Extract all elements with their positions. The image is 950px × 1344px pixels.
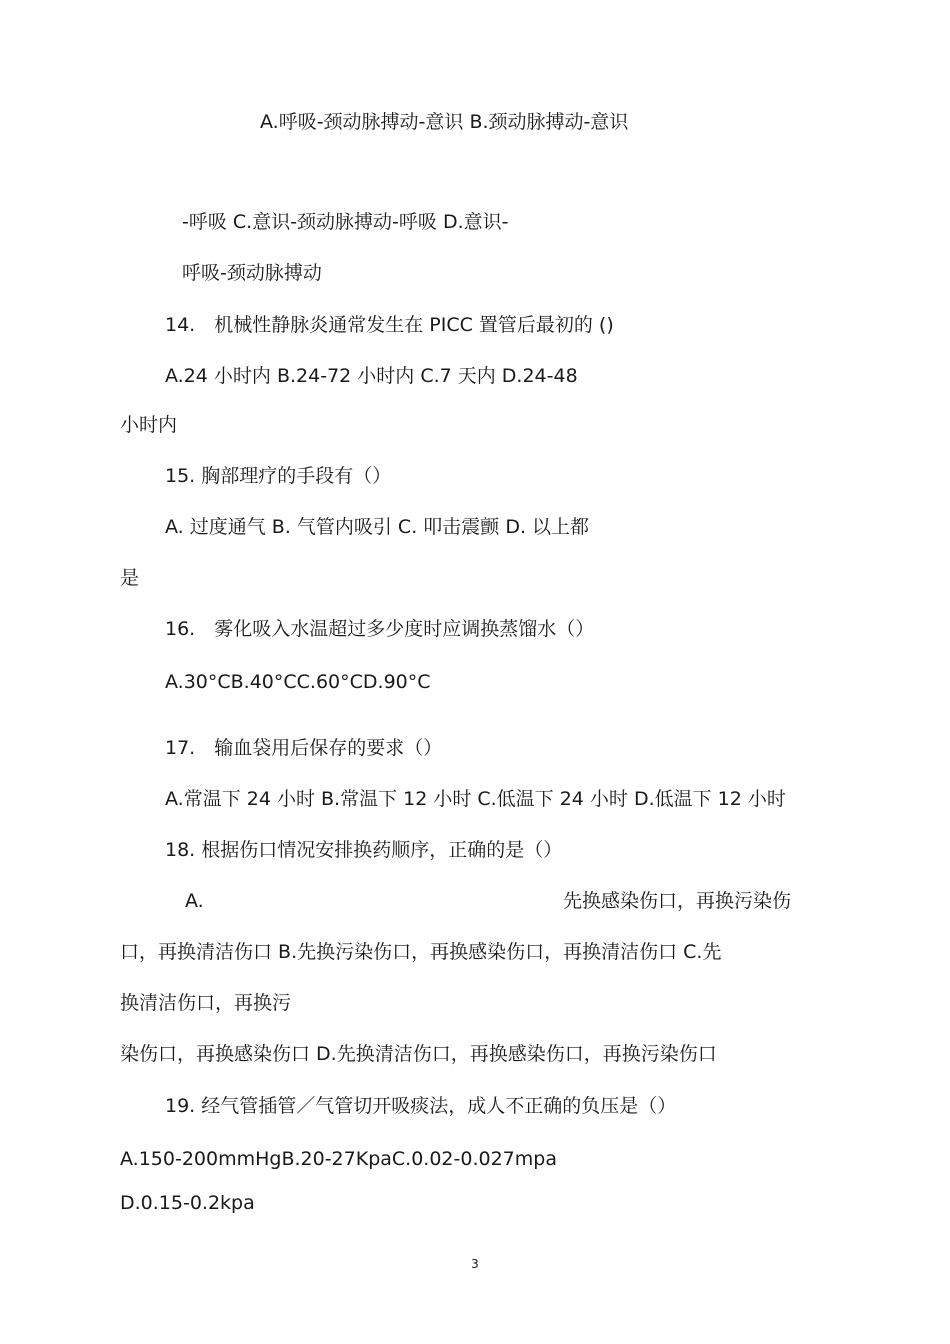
question-16: 16. 雾化吸入水温超过多少度时应调换蒸馏水（） <box>165 618 595 640</box>
text-line: 呼吸-颈动脉搏动 <box>182 262 322 284</box>
text-line: -呼吸 C.意识-颈动脉搏动-呼吸 D.意识- <box>182 211 509 233</box>
question-19: 19. 经气管插管／气管切开吸痰法，成人不正确的负压是（） <box>165 1095 677 1117</box>
text-line: 口，再换清洁伤口 B.先换污染伤口，再换感染伤口，再换清洁伤口 C.先 <box>120 941 722 963</box>
text-line: 小时内 <box>120 414 178 436</box>
text-line: D.0.15-0.2kpa <box>120 1192 255 1214</box>
page-number: 3 <box>471 1257 479 1271</box>
options-16: A.30°CB.40°CC.60°CD.90°C <box>165 671 431 693</box>
text-line: 换清洁伤口，再换污 <box>120 992 292 1014</box>
options-17: A.常温下 24 小时 B.常温下 12 小时 C.低温下 24 小时 D.低温下 12 小时 <box>165 788 786 810</box>
question-18: 18. 根据伤口情况安排换药顺序，正确的是（） <box>165 839 563 861</box>
question-14: 14. 机械性静脉炎通常发生在 PICC 置管后最初的 () <box>165 314 614 336</box>
text-line: 是 <box>120 567 140 589</box>
question-15: 15. 胸部理疗的手段有（） <box>165 465 392 487</box>
text-line: 染伤口，再换感染伤口 D.先换清洁伤口，再换感染伤口，再换污染伤口 <box>120 1043 717 1065</box>
options-14: A.24 小时内 B.24-72 小时内 C.7 天内 D.24-48 <box>165 365 578 387</box>
option-a-label: A. <box>185 890 204 912</box>
text-line: 先换感染伤口，再换污染伤 <box>563 890 792 912</box>
options-19: A.150-200mmHgB.20-27KpaC.0.02-0.027mpa <box>120 1148 557 1170</box>
question-17: 17. 输血袋用后保存的要求（） <box>165 737 443 759</box>
text-line: A.呼吸-颈动脉搏动-意识 B.颈动脉搏动-意识 <box>260 111 629 133</box>
options-15: A. 过度通气 B. 气管内吸引 C. 叩击震颤 D. 以上都 <box>165 516 590 538</box>
